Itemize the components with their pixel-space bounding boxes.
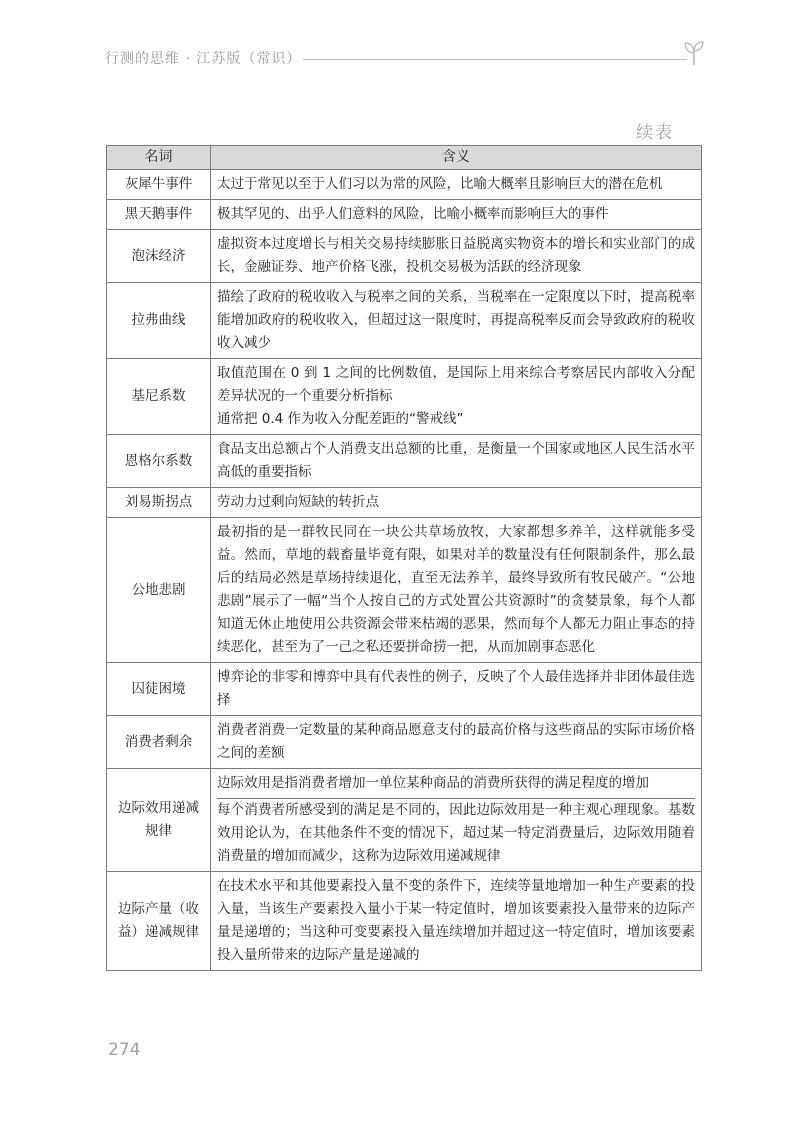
meaning-text: 消费者消费一定数量的某种商品愿意支付的最高价格与这些商品的实际市场价格之间的差额 [217, 722, 695, 761]
term-cell: 囚徒困境 [107, 663, 211, 716]
table-row [107, 872, 702, 971]
table-row [107, 435, 702, 488]
meaning-text: 每个消费者所感受到的满足是不同的，因此边际效用是一种主观心理现象。基数效用论认为，在其他条件不变的情况下，超过某一特定消费量后，边际效用随着消费量的增加而减少，这称为边际效用递减规律 [217, 802, 695, 864]
continued-label: 续表 [636, 123, 674, 143]
table-header-row [107, 146, 702, 170]
meaning-cell [211, 488, 702, 518]
meaning-text: 博弈论的非零和博弈中具有代表性的例子，反映了个人最佳选择并非团体最佳选择 [217, 669, 695, 708]
table-row [107, 200, 702, 230]
page-header [105, 40, 705, 70]
term-cell: 基尼系数 [107, 359, 211, 435]
term-cell: 泡沫经济 [107, 230, 211, 283]
header-rule [303, 59, 687, 60]
table-row [107, 488, 702, 518]
meaning-text: 虚拟资本过度增长与相关交易持续膨胀日益脱离实物资本的增长和实业部门的成长，金融证券、地产价格飞涨，投机交易极为活跃的经济现象 [217, 236, 695, 275]
table-row [107, 359, 702, 435]
meaning-cell [211, 518, 702, 663]
meaning-text: 最初指的是一群牧民同在一块公共草场放牧，大家都想多养羊，这样就能多受益。然而，草地的载畜量毕竟有限，如果对羊的数量没有任何限制条件，那么最后的结局必然是草场持续退化，直至无法养羊，最终导致所有牧民破产。“公地悲剧”展示了一幅“当个人按自己的方式处置公共资源时”的贪婪景象，每个人都知道无休止地使用公共资源会带来枯竭的恶果，然而每个人都无力阻止事态的持续恶化，甚至为了一己之私还要拼命捞一把，从而加剧事态恶化 [217, 524, 695, 655]
meaning-cell [211, 872, 702, 971]
term-cell: 灰犀牛事件 [107, 170, 211, 200]
meaning-text: 太过于常见以至于人们习以为常的风险，比喻大概率且影响巨大的潜在危机 [217, 176, 663, 192]
meaning-cell [211, 283, 702, 359]
term-cell: 黑天鹅事件 [107, 200, 211, 230]
term-cell: 拉弗曲线 [107, 283, 211, 359]
table-row [107, 518, 702, 663]
term-cell: 消费者剩余 [107, 716, 211, 769]
header-title: 行测的思维 · 江苏版（常识） [105, 51, 302, 67]
meaning-text: 极其罕见的、出乎人们意料的风险，比喻小概率而影响巨大的事件 [217, 206, 609, 222]
meaning-cell [211, 435, 702, 488]
header-term: 名词 [107, 146, 211, 170]
meaning-cell [211, 663, 702, 716]
meaning-cell [211, 769, 702, 872]
meaning-text: 取值范围在 0 到 1 之间的比例数值，是国际上用来综合考察居民内部收入分配差异状况的一个重要分析指标 [217, 365, 695, 404]
page-number: 274 [108, 1040, 141, 1060]
meaning-cell [211, 359, 702, 435]
table-body [107, 170, 702, 971]
table-row [107, 769, 702, 872]
meaning-cell [211, 716, 702, 769]
table-row [107, 663, 702, 716]
terms-table [106, 145, 702, 971]
meaning-text: 描绘了政府的税收收入与税率之间的关系，当税率在一定限度以下时，提高税率能增加政府的税收收入，但超过这一限度时，再提高税率反而会导致政府的税收收入减少 [217, 289, 695, 351]
term-cell: 公地悲剧 [107, 518, 211, 663]
meaning-text: 边际效用是指消费者增加一单位某种商品的消费所获得的满足程度的增加 [217, 772, 695, 799]
meaning-cell [211, 230, 702, 283]
header-meaning: 含义 [211, 146, 702, 170]
meaning-text: 在技术水平和其他要素投入量不变的条件下，连续等量地增加一种生产要素的投入量，当该生产要素投入量小于某一特定值时，增加该要素投入量带来的边际产量是递增的；当这种可变要素投入量连续增加并超过这一特定值时，增加该要素投入量所带来的边际产量是递减的 [217, 878, 695, 963]
table-row [107, 283, 702, 359]
table-row [107, 170, 702, 200]
term-cell: 刘易斯拐点 [107, 488, 211, 518]
term-cell: 边际效用递减规律 [107, 769, 211, 872]
table-row [107, 230, 702, 283]
term-cell: 边际产量（收益）递减规律 [107, 872, 211, 971]
table-row [107, 716, 702, 769]
meaning-text: 劳动力过剩向短缺的转折点 [217, 494, 379, 510]
meaning-text: 通常把 0.4 作为收入分配差距的“警戒线” [217, 411, 464, 427]
sprout-icon [683, 40, 705, 66]
meaning-cell [211, 200, 702, 230]
term-cell: 恩格尔系数 [107, 435, 211, 488]
meaning-cell [211, 170, 702, 200]
meaning-text: 食品支出总额占个人消费支出总额的比重，是衡量一个国家或地区人民生活水平高低的重要指标 [217, 441, 695, 480]
